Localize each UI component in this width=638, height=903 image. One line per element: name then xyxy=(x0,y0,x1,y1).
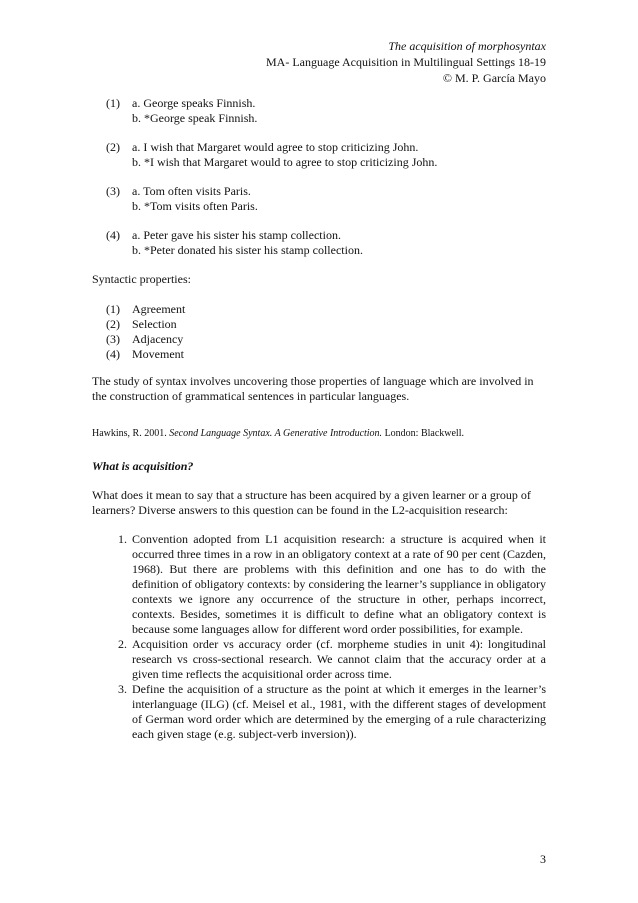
list-item: 3. Define the acquisition of a structure as the point at which it emerges in the learner’s interlanguage (ILG) (cf. Meisel et al., 1981, with the different stages of development of German word order which are determined by the emerging of a rule characterizing each given stage (e.g. subject-verb inversion)). xyxy=(130,682,546,742)
list-item-number: (1) xyxy=(106,302,120,316)
list-item-label: Movement xyxy=(132,347,184,361)
example-2 xyxy=(92,140,546,170)
acquisition-intro-paragraph: What does it mean to say that a structure has been acquired by a given learner or a group of learners? Diverse answers to this question can be found in the L2-acquisition research: xyxy=(92,488,531,517)
list-item xyxy=(92,347,546,362)
example-number: (3) xyxy=(106,184,120,198)
acquisition-answers-list xyxy=(92,532,546,742)
example-sentence-a: a. Peter gave his sister his stamp collection. xyxy=(132,228,341,242)
page-content xyxy=(92,96,546,742)
header-course: MA- Language Acquisition in Multilingual Settings 18-19 xyxy=(266,55,546,69)
example-sentence-b: b. *I wish that Margaret would to agree to stop criticizing John. xyxy=(132,155,438,169)
list-item xyxy=(92,332,546,347)
page-header xyxy=(266,38,546,86)
list-item xyxy=(92,317,546,332)
example-sentence-a: a. Tom often visits Paris. xyxy=(132,184,251,198)
example-sentence-a: a. I wish that Margaret would agree to stop criticizing John. xyxy=(132,140,419,154)
example-sentence-b: b. *George speak Finnish. xyxy=(132,111,258,125)
example-number: (1) xyxy=(106,96,120,110)
citation-publisher: London: Blackwell. xyxy=(384,428,464,439)
citation-author: Hawkins, R. 2001. xyxy=(92,428,167,439)
acquisition-section-title: What is acquisition? xyxy=(92,459,194,473)
list-item-number: (4) xyxy=(106,347,120,361)
list-item-label: Agreement xyxy=(132,302,186,316)
example-sentence-b: b. *Peter donated his sister his stamp collection. xyxy=(132,243,363,257)
example-1 xyxy=(92,96,546,126)
example-sentence-b: b. *Tom visits often Paris. xyxy=(132,199,258,213)
header-title: The acquisition of morphosyntax xyxy=(388,39,546,53)
list-item-label: Adjacency xyxy=(132,332,184,346)
page-number: 3 xyxy=(540,852,546,866)
list-item-number: (3) xyxy=(106,332,120,346)
list-item-label: Selection xyxy=(132,317,177,331)
list-item xyxy=(92,302,546,317)
header-author: © M. P. García Mayo xyxy=(442,71,546,85)
example-number: (2) xyxy=(106,140,120,154)
example-3 xyxy=(92,184,546,214)
list-item-number: (2) xyxy=(106,317,120,331)
syntactic-properties-title: Syntactic properties: xyxy=(92,272,191,286)
citation-book-title: Second Language Syntax. A Generative Introduction. xyxy=(169,428,383,439)
example-sentence-a: a. George speaks Finnish. xyxy=(132,96,256,110)
list-item: 2. Acquisition order vs accuracy order (cf. morpheme studies in unit 4): longitudinal research vs cross-sectional research. We cannot claim that the accuracy order at a given time reflects the acquisitional order across time. xyxy=(130,637,546,682)
syntax-study-paragraph: The study of syntax involves uncovering those properties of language which are involved in the construction of grammatical sentences in particular languages. xyxy=(92,374,534,403)
example-4 xyxy=(92,228,546,258)
example-number: (4) xyxy=(106,228,120,242)
list-item: 1. Convention adopted from L1 acquisition research: a structure is acquired when it occurred three times in a row in an obligatory context at a rate of 90 per cent (Cazden, 1968). But there are problems with this definition and one has to do with the definition of obligatory contexts: by considering the learner’s suppliance in obligatory contexts we ignore any occurrence of the structure in other, perhaps incorrect, contexts. Besides, sometimes it is difficult to define what an obligatory context is because some languages allow for different word order possibilities, for example. xyxy=(130,532,546,637)
syntactic-properties-list xyxy=(92,302,546,362)
citation xyxy=(92,426,546,441)
